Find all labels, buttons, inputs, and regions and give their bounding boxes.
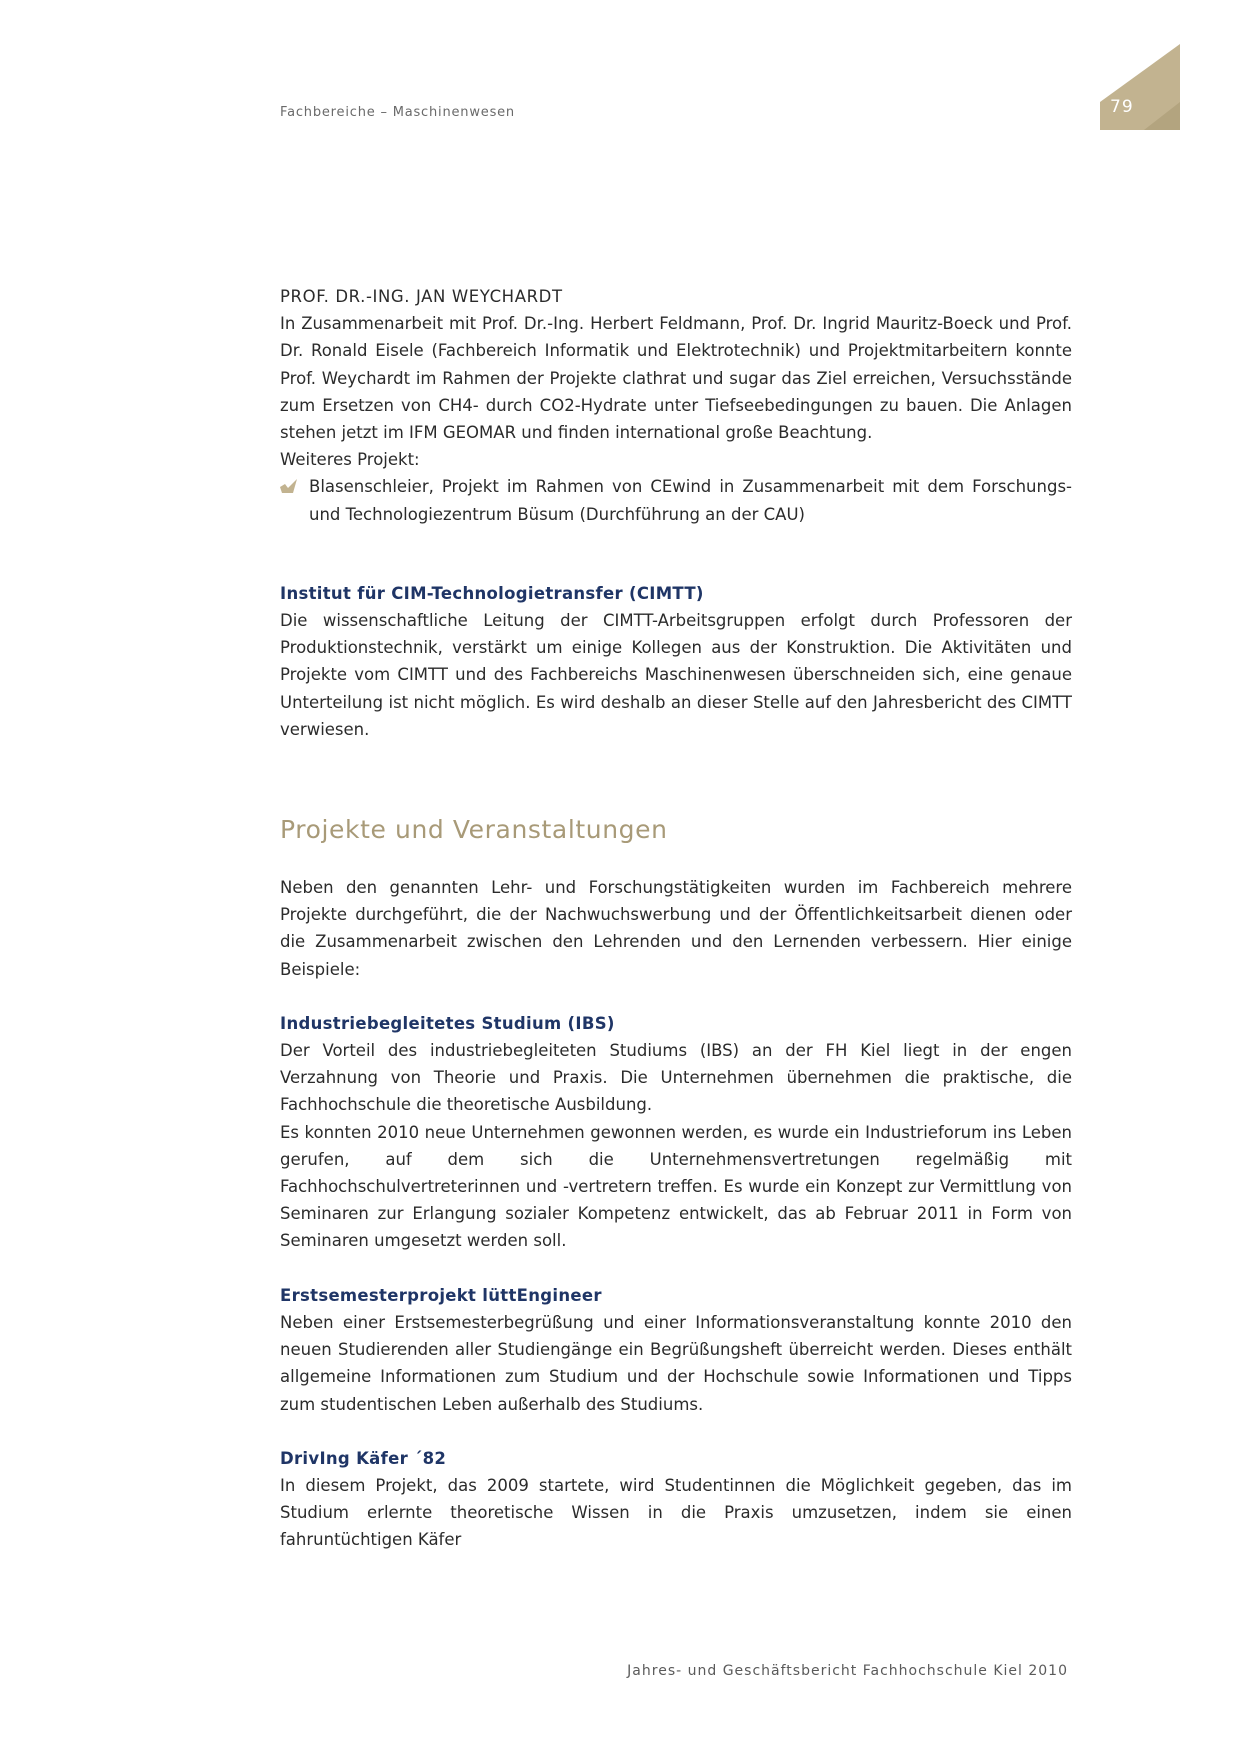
- bullet-text: Blasenschleier, Projekt im Rahmen von CEwind in Zusammenarbeit mit dem Forschungs- und Technologiezentrum Büsum (Durchführung an der CAU): [309, 477, 1072, 524]
- section-title: Projekte und Veranstaltungen: [280, 815, 668, 845]
- running-footer: Jahres- und Geschäftsbericht Fachhochschule Kiel 2010: [627, 1663, 1068, 1679]
- weychardt-paragraph: In Zusammenarbeit mit Prof. Dr.-Ing. Herbert Feldmann, Prof. Dr. Ingrid Mauritz-Boeck und Prof. Dr. Ronald Eisele (Fachbereich Informatik und Elektrotechnik) und Projektmitarbeitern konnte Prof. Weychardt im Rahmen der Projekte clathrat und sugar das Ziel erreichen, Versuchsstände zum Ersetzen von CH4- durch CO2-Hydrate unter Tiefseebedingungen zu bauen. Die Anlagen stehen jetzt im IFM GEOMAR und finden international große Beachtung.: [280, 314, 1072, 443]
- further-project-label: Weiteres Projekt:: [280, 450, 420, 470]
- arrow-bullet-icon: [280, 479, 297, 493]
- ibs-paragraph-1: Der Vorteil des industriebegleiteten Studiums (IBS) an der FH Kiel liegt in der engen Verzahnung von Theorie und Praxis. Die Unternehmen übernehmen die praktische, die Fachhochschule die theoretische Ausbildung.: [280, 1041, 1072, 1115]
- luett-paragraph: Neben einer Erstsemesterbegrüßung und einer Informationsveranstaltung konnte 2010 den neuen Studierenden aller Studiengänge ein Begrüßungsheft überreicht werden. Dieses enthält allgemeine Informationen zum Studium und der Hochschule sowie Informationen und Tipps zum studentischen Leben außerhalb des Studiums.: [280, 1312, 1072, 1414]
- running-header: Fachbereiche – Maschinenwesen: [280, 105, 515, 120]
- main-content: [280, 283, 1072, 1554]
- projekte-intro: Neben den genannten Lehr- und Forschungstätigkeiten wurden im Fachbereich mehrere Projekte durchgeführt, die der Nachwuchswerbung und der Öffentlichkeitsarbeit dienen oder die Zusammenarbeit zwischen den Lehrenden und den Lernenden verbessern. Hier einige Beispiele:: [280, 878, 1072, 979]
- driving-paragraph: In diesem Projekt, das 2009 startete, wird Studentinnen die Möglichkeit gegeben, das im Studium erlernte theoretische Wissen in die Praxis umzusetzen, indem sie einen fahruntüchtigen Käfer: [280, 1475, 1072, 1550]
- cimtt-paragraph: Die wissenschaftliche Leitung der CIMTT-Arbeitsgruppen erfolgt durch Professoren der Produktionstechnik, verstärkt um einige Kollegen aus der Konstruktion. Die Aktivitäten und Projekte vom CIMTT und des Fachbereichs Maschinenwesen überschneiden sich, eine genaue Unterteilung ist nicht möglich. Es wird deshalb an dieser Stelle auf den Jahresbericht des CIMTT verwiesen.: [280, 611, 1072, 739]
- project-bullet-item: [280, 473, 1072, 527]
- page-number-tab: [1100, 44, 1180, 130]
- page-number: 79: [1110, 97, 1134, 117]
- ibs-heading: Industriebegleitetes Studium (IBS): [280, 1013, 615, 1033]
- driving-heading: DrivIng Käfer ´82: [280, 1448, 447, 1468]
- luett-heading: Erstsemesterprojekt lüttEngineer: [280, 1285, 602, 1305]
- author-name: PROF. DR.-ING. JAN WEYCHARDT: [280, 287, 563, 306]
- ibs-paragraph-2: Es konnten 2010 neue Unternehmen gewonnen werden, es wurde ein Industrieforum ins Leben gerufen, auf dem sich die Unternehmensvertretungen regelmäßig mit Fachhochschulvertreterinnen und -vertretern treffen. Es wurde ein Konzept zur Vermittlung von Seminaren zur Erlangung sozialer Kompetenz entwickelt, das ab Februar 2011 in Form von Seminaren umgesetzt werden soll.: [280, 1122, 1072, 1251]
- cimtt-heading: Institut für CIM-Technologietransfer (CIMTT): [280, 583, 704, 603]
